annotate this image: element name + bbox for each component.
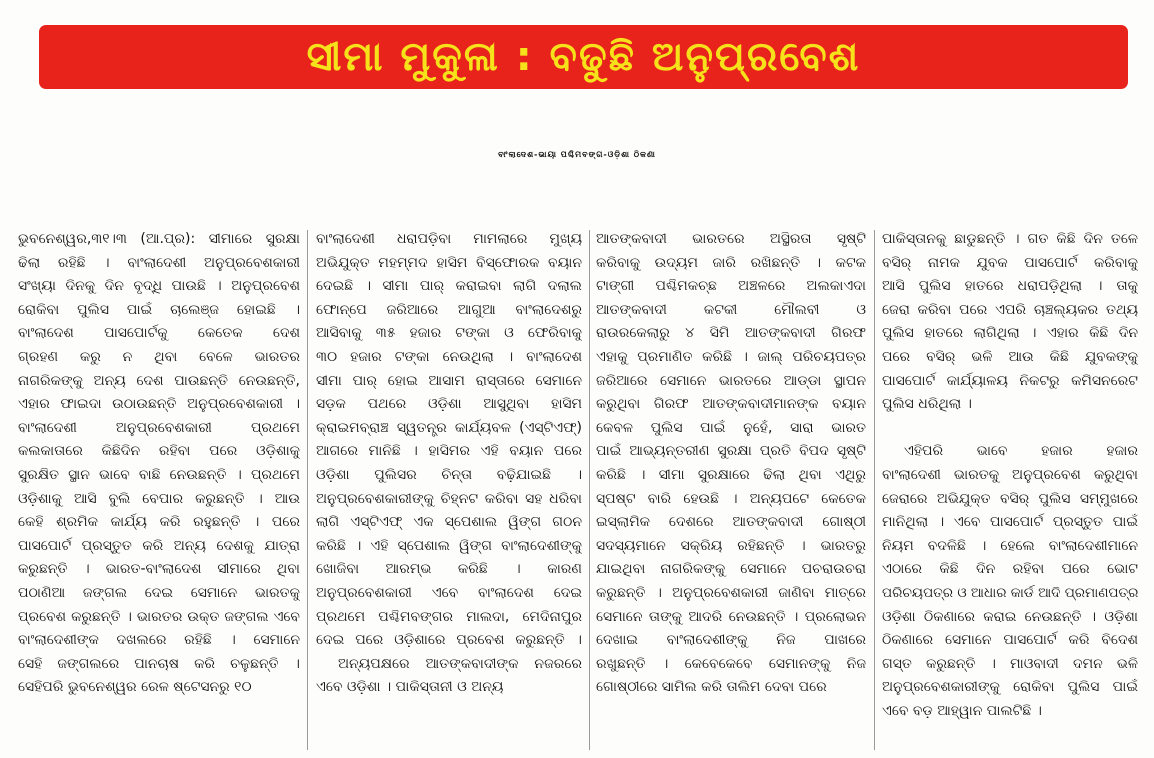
- article-text-line: ଠିକଣାରେ ସେମାନେ ପାସପୋର୍ଟ କରି ବିଦେଶ: [882, 632, 1138, 649]
- article-text-line: ଆଗରେ ମାନିଛି । ହାସିମର ଏହି ବୟାନ ପରେ: [316, 443, 582, 460]
- article-text-line: ମାନିଥିଲା । ଏବେ ପାସପୋର୍ଟ ପ୍ରସ୍ତୁତ ପାଇଁ: [882, 514, 1138, 531]
- column-divider: [589, 230, 590, 750]
- article-text-line: ଜେରା କରିବା ପରେ ଏପରି ଚାଞ୍ଚଲ୍ୟକର ତଥ୍ୟ: [882, 301, 1138, 318]
- article-text-line: ଏହାକୁ ପ୍ରମାଣିତ କରିଛି । ଜାଲ୍ ପରିଚୟପତ୍ର: [596, 348, 866, 365]
- article-text-line: [882, 417, 1138, 441]
- kicker-banner: [39, 25, 1128, 89]
- article-text-line: ଅନୁପ୍ରବେଶକାରୀ ଏବେ ବାଂଲାଦେଶ ଦେଇ: [316, 584, 582, 601]
- article-text-line: ପାସପୋର୍ଟ କାର୍ଯ୍ୟାଳୟ ନିକଟରୁ କମିସନରେଟ: [882, 372, 1138, 389]
- article-text-line: ଯାଇଥିବା ନାଗରିକଙ୍କୁ ସେମାନେ ପଚରାଉଚରା: [596, 561, 866, 578]
- article-text-line: ଜରିଆରେ ସେମାନେ ଭାରତରେ ଆଡ୍ଡା ସ୍ଥାପନ: [596, 372, 866, 389]
- article-text-line: ଆସି ପୁଲିସ ହାତରେ ଧରାପଡ଼ିଥିଲା । ତାକୁ: [882, 278, 1138, 295]
- article-text-line: ପାଇଁ ଆଭ୍ୟନ୍ତରୀଣ ସୁରକ୍ଷା ପ୍ରତି ବିପଦ ସୃଷ୍ଟି: [596, 443, 866, 460]
- headline: ବାଂଲାଦେଶ-ଭାୟା ପଶ୍ଚିମବଙ୍ଗ-ଓଡ଼ିଶା ଠିକଣା: [498, 150, 656, 159]
- article-text-line: ପରିଚୟପତ୍ର ଓ ଆଧାର କାର୍ଡ ଆଦି ପ୍ରମାଣପତ୍ର: [882, 584, 1138, 601]
- article-text-line: ଗ୍ରହଣ କରୁ ନ ଥିବା ବେଳେ ଭାରତର: [18, 348, 300, 365]
- article-column-3: [596, 228, 866, 756]
- article-text-line: ସଦସ୍ୟମାନେ ସକ୍ରିୟ ରହିଛନ୍ତି । ଭାରତରୁ: [596, 537, 866, 554]
- article-text-line: ଓଡ଼ିଶାକୁ ଆସି ବୁଲି ବେପାର କରୁଛନ୍ତି । ଆଉ: [18, 490, 300, 507]
- article-column-4: [882, 228, 1138, 756]
- article-text-line: କରିବାକୁ ଉଦ୍ୟମ ଜାରି ରଖିଛନ୍ତି । କଟକ: [596, 254, 866, 271]
- article-text-line: କରିଛି । ଏହି ସ୍ପେଶାଲ ୱିଙ୍ଗ ବାଂଲାଦେଶୀଙ୍କୁ: [316, 537, 582, 554]
- article-text-line: ଖୋଜିବା ଆରମ୍ଭ କରିଛି । କାରଣ: [316, 561, 582, 578]
- article-text-line: ସୁରକ୍ଷିତ ସ୍ଥାନ ଭାବେ ବାଛି ନେଉଛନ୍ତି । ପ୍ରଥମେ: [18, 466, 300, 483]
- article-column-1: [18, 228, 300, 756]
- article-text-line: ସଡ଼କ ପଥରେ ଓଡ଼ିଶା ଆସୁଥିବା ହାସିମ: [316, 396, 582, 413]
- article-text-line: ଲାଗି ଏସ୍‌ଟିଏଫ୍ ଏକ ସ୍ପେଶାଲ ୱିଙ୍ଗ ଗଠନ: [316, 514, 582, 531]
- article-text-line: ଗୋଷ୍ଠୀରେ ସାମିଲ କରି ତାଲିମ ଦେବା ପରେ: [596, 679, 827, 696]
- article-text-line: ବାଂଲାଦେଶୀ ଧରାପଡ଼ିବା ମାମଲାରେ ମୁଖ୍ୟ: [316, 231, 582, 247]
- article-text-line: ପ୍ରଥମେ ପଶ୍ଚିମବଙ୍ଗର ମାଲଦା, ମେଦିନାପୁର: [316, 608, 582, 625]
- article-text-line: ଅନୁପ୍ରବେଶକାରୀଙ୍କୁ ରୋକିବା ପୁଲିସ ପାଇଁ: [882, 679, 1138, 696]
- article-text-line: ଓଡ଼ିଶା ଠିକଣାରେ କରାଇ ନେଉଛନ୍ତି । ଓଡ଼ିଶା: [882, 608, 1138, 625]
- column-divider: [874, 230, 875, 750]
- article-text-line: ବାଂଲାଦେଶ ପାସପୋର୍ଟକୁ କେତେକ ଦେଶ: [18, 325, 300, 342]
- article-text-line: ବସିର୍ ନାମକ ଯୁବକ ପାସପୋର୍ଟ କରିବାକୁ: [882, 254, 1138, 271]
- article-text-line: ଭୁବନେଶ୍ୱର,୩୧।୩ (ଆ.ପ୍ର): ସୀମାରେ ସୁରକ୍ଷା: [18, 231, 300, 247]
- article-text-line: ନିୟମ ବଦଳିଛି । ହେଲେ ବାଂଲାଦେଶୀମାନେ: [882, 537, 1138, 554]
- column-divider: [307, 230, 308, 750]
- article-text-line: ରାଉରକେଲାରୁ ୪ ସିମି ଆତଙ୍କବାଦୀ ଗିରଫ: [596, 325, 866, 342]
- article-text-line: ରୋକିବା ପୁଲିସ ପାଇଁ ଚାଲେଞ୍ଜ ହୋଇଛି ।: [18, 301, 300, 318]
- article-text-line: ଫୋନ୍‌ପେ ଜରିଆରେ ଆଗୁଆ ବାଂଲାଦେଶରୁ: [316, 301, 582, 318]
- article-text-line: ପାକିସ୍ତାନକୁ ଛାଡୁଛନ୍ତି । ଗତ କିଛି ଦିନ ତଳେ: [882, 231, 1138, 247]
- article-text-line: କରୁଥିବା ଗିରଫ ଆତଙ୍କବାଦୀମାନଙ୍କ ବୟାନ: [596, 396, 866, 413]
- article-text-line: ସେହିପରି ଭୁବନେଶ୍ୱର ରେଳ ଷ୍ଟେସନରୁ ୧୦: [18, 679, 252, 696]
- article-text-line: ପୁଲିସ ଧରିଥିଲା ।: [882, 396, 972, 413]
- article-text-line: ନାଗରିକଙ୍କୁ ଅନ୍ୟ ଦେଶ ପାଉଛନ୍ତି ନେଉଛନ୍ତି,: [18, 372, 300, 389]
- article-text-line: ପୁଲିସ ହାତରେ ଲାଗିଥିଲା । ଏହାର କିଛି ଦିନ: [882, 325, 1138, 342]
- article-column-2: [316, 228, 582, 756]
- article-text-line: ଅଭିଯୁକ୍ତ ମହମ୍ମଦ ହାସିମ ବିସ୍ଫୋରକ ବୟାନ: [316, 254, 582, 271]
- article-text-line: ଏଠାରେ କିଛି ଦିନ ରହିବା ପରେ ଭୋଟ: [882, 561, 1138, 578]
- article-text-line: ଆତଙ୍କବାଦୀ ଭାରତରେ ଅସ୍ଥିରତା ସୃଷ୍ଟି: [596, 231, 866, 247]
- article-text-line: ଇସ୍‌ଲାମିକ ଦେଶରେ ଆତଙ୍କବାଦୀ ଗୋଷ୍ଠୀ: [596, 514, 866, 531]
- kicker-text: ସୀମା ମୁକୁଳା : ବଢୁଛି ଅନୁପ୍ରବେଶ: [306, 34, 861, 80]
- article-text-line: ପ୍ରବେଶ କରୁଛନ୍ତି । ଭାରତର ଉକ୍ତ ଜଙ୍ଗଲ ଏବେ: [18, 608, 300, 625]
- article-text-line: ଗସ୍ତ କରୁଛନ୍ତି । ମାଓବାଦୀ ଦମନ ଭଳି: [882, 655, 1138, 672]
- article-text-line: ଦେଇ ପରେ ଓଡ଼ିଶାରେ ପ୍ରବେଶ କରୁଛନ୍ତି ।: [316, 632, 582, 649]
- article-text-line: ପାସପୋର୍ଟ ପ୍ରସ୍ତୁତ କରି ଅନ୍ୟ ଦେଶକୁ ଯାତ୍ରା: [18, 537, 300, 554]
- article-text-line: ଏବେ ଓଡ଼ିଶା । ପାକିସ୍ତାନୀ ଓ ଅନ୍ୟ: [316, 679, 504, 696]
- article-text-line: କେହି ଶ୍ରମିକ କାର୍ଯ୍ୟ କରି ରହୁଛନ୍ତି । ପରେ: [18, 514, 300, 531]
- article-text-line: ଓଡ଼ିଶା ପୁଲିସର ଚିନ୍ତା ବଢ଼ିଯାଇଛି ।: [316, 466, 582, 483]
- article-text-line: କେବଳ ପୁଲିସ ପାଇଁ ନୁହେଁ, ସାରା ଭାରତ: [596, 419, 866, 436]
- article-text-line: ଅନୁପ୍ରବେଶକାରୀଙ୍କୁ ଚିହ୍ନଟ କରିବା ସହ ଧରିବା: [316, 490, 582, 507]
- article-text-line: ଦେଇଛି । ସୀମା ପାର୍ କରାଇବା ଲାଗି ଦଲାଲ: [316, 278, 582, 295]
- article-text-line: ସ୍ପଷ୍ଟ ବାରି ହେଉଛି । ଅନ୍ୟପଟେ କେତେକ: [596, 490, 866, 507]
- article-text-line: ସଂଖ୍ୟା ଦିନକୁ ଦିନ ବୃଦ୍ଧି ପାଉଛି । ଅନୁପ୍ରବେଶ: [18, 278, 300, 295]
- article-text-line: ଏବେ ବଡ଼ ଆହ୍ୱାନ ପାଲଟିଛି ।: [882, 702, 1042, 719]
- article-text-line: ବାଂଲାଦେଶୀଙ୍କ ଦଖଲରେ ରହିଛି । ସେମାନେ: [18, 632, 300, 649]
- article-text-line: କରିଛି । ସୀମା ସୁରକ୍ଷାରେ ଢିଲା ଥିବା ଏଥିରୁ: [596, 466, 866, 483]
- article-text-line: ବାଂଲାଦେଶୀ ଭାରତକୁ ଅନୁପ୍ରବେଶ କରୁଥିବା: [882, 466, 1138, 483]
- article-text-line: କରୁଛନ୍ତି । ଭାରତ-ବାଂଲାଦେଶ ସୀମାରେ ଥିବା: [18, 561, 300, 578]
- article-text-line: ଅନ୍ୟପକ୍ଷରେ ଆତଙ୍କବାଦୀଙ୍କ ନଜରରେ: [338, 655, 582, 672]
- article-text-line: ଆସିବାକୁ ୩୫ ହଜାର ଟଙ୍କା ଓ ଫେରିବାକୁ: [316, 325, 582, 342]
- article-text-line: କ୍ରାଇମବ୍ରାଞ୍ଚ ସ୍ୱତନ୍ତ୍ର କାର୍ଯ୍ୟବଳ (ଏସ୍‌ଟିଏଫ୍): [316, 419, 582, 436]
- article-text-line: ସେହି ଜଙ୍ଗଲରେ ପାନଚାଷ କରି ଚଳୁଛନ୍ତି ।: [18, 655, 300, 672]
- article-text-line: ପରେ ବସିର୍ ଭଳି ଆଉ କିଛି ଯୁବକଙ୍କୁ: [882, 348, 1138, 365]
- article-text-line: ଆତଙ୍କବାଦୀ କଟକୀ ମୌଲବୀ ଓ: [596, 301, 866, 318]
- article-text-line: ରଖୁଛନ୍ତି । କେବେକେବେ ସେମାନଙ୍କୁ ନିଜ: [596, 655, 866, 672]
- article-text-line: ସୀମା ପାର୍ ହୋଇ ଆସାମ ରାସ୍ତାରେ ସେମାନେ: [316, 372, 582, 389]
- article-text-line: ବାଂଲାଦେଶୀ ଅନୁପ୍ରବେଶକାରୀ ପ୍ରଥମେ: [18, 419, 300, 436]
- article-text-line: ପଠାଣିଆ ଜଙ୍ଗଲ ଦେଇ ସେମାନେ ଭାରତକୁ: [18, 584, 300, 601]
- article-text-line: ଏହିପରି ଭାବେ ହଜାର ହଜାର: [904, 443, 1138, 460]
- article-text-line: ୩୦ ହଜାର ଟଙ୍କା ନେଉଥିଲା । ବାଂଲାଦେଶ: [316, 348, 582, 365]
- article-text-line: ଢିଲା ରହିଛି । ବାଂଲାଦେଶୀ ଅନୁପ୍ରବେଶକାରୀ: [18, 254, 300, 271]
- article-text-line: ଟାଙ୍ଗୀ ପଶ୍ଚିମକଚ୍ଛ ଅଞ୍ଚଳରେ ଅଲକାଏଦା: [596, 278, 866, 295]
- article-text-line: କରୁଛନ୍ତି । ଅନୁପ୍ରବେଶକାରୀ ଜାଣିବା ମାତ୍ରେ: [596, 584, 866, 601]
- article-text-line: ଏହାର ଫାଇଦା ଉଠାଉଛନ୍ତି ଅନୁପ୍ରବେଶକାରୀ ।: [18, 396, 300, 413]
- article-text-line: ଜେରାରେ ଅଭିଯୁକ୍ତ ବସିର୍ ପୁଲିସ ସମ୍ମୁଖରେ: [882, 490, 1138, 507]
- article-text-line: ସେମାନେ ତାଙ୍କୁ ଆଦରି ନେଉଛନ୍ତି । ପ୍ରଲୋଭନ: [596, 608, 866, 625]
- article-text-line: କଲକାତାରେ କିଛିଦିନ ରହିବା ପରେ ଓଡ଼ିଶାକୁ: [18, 443, 300, 460]
- article-text-line: ଦେଖାଇ ବାଂଲାଦେଶୀଙ୍କୁ ନିଜ ପାଖରେ: [596, 632, 866, 649]
